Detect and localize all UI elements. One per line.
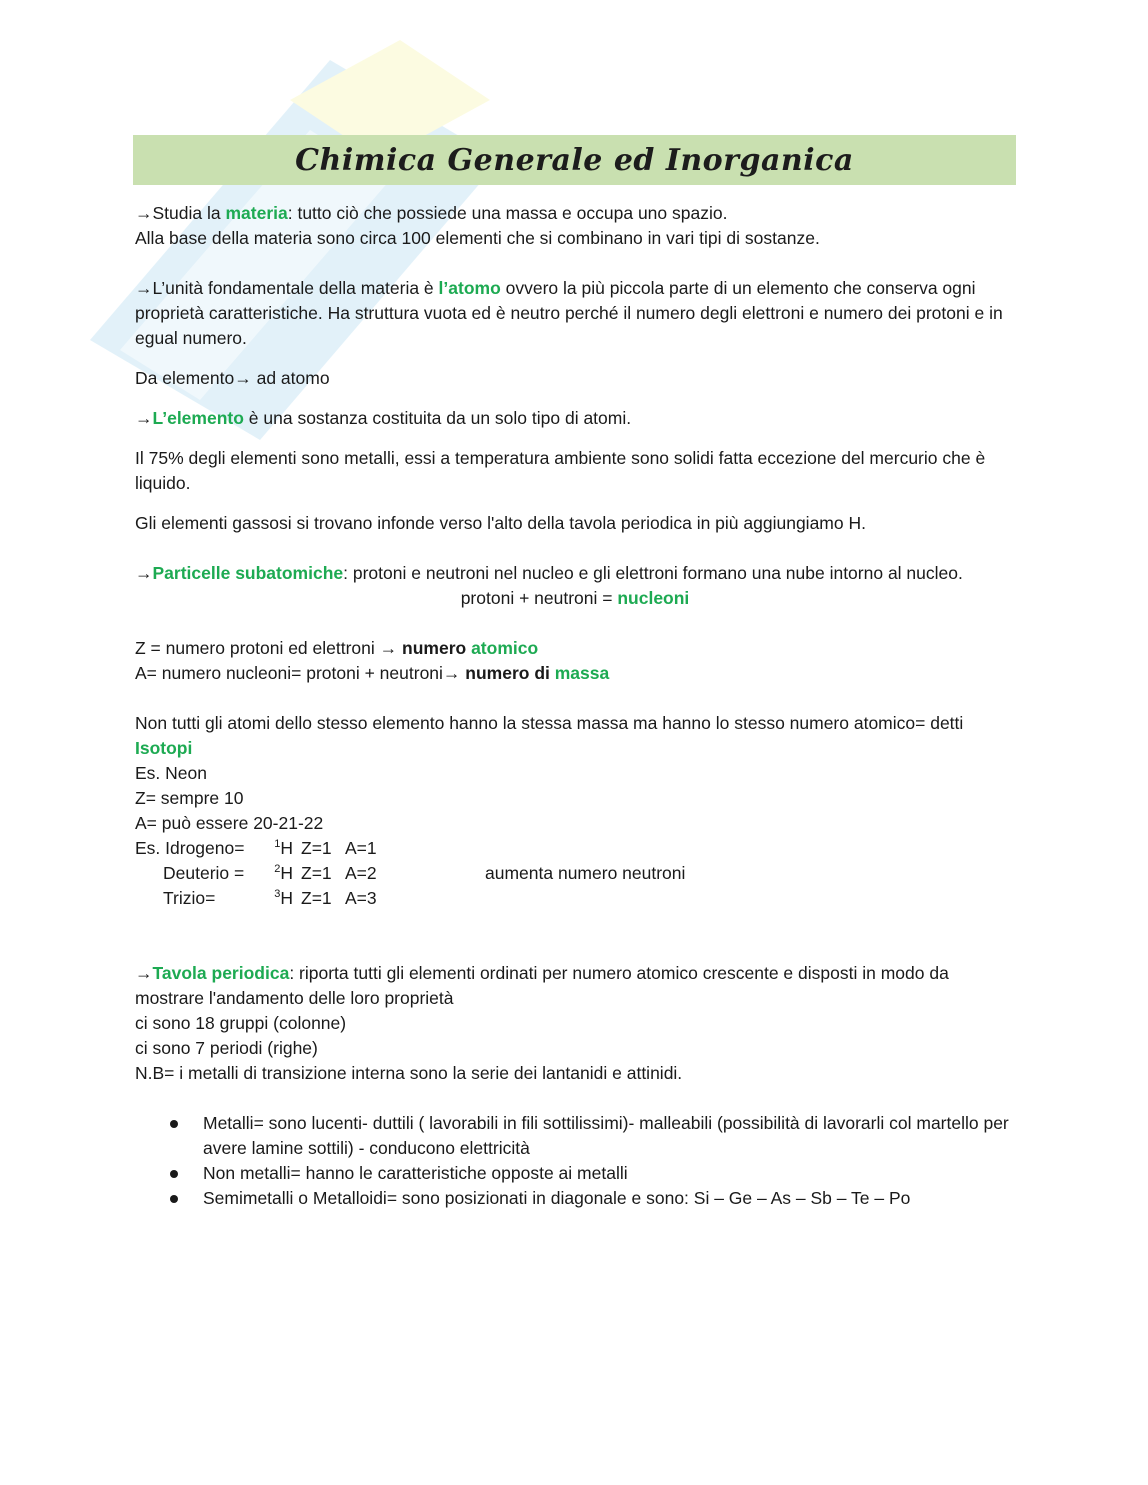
term-atomo: l’atomo: [438, 278, 501, 298]
formula-nucleoni: protoni + neutroni = nucleoni: [460, 588, 690, 608]
tavola-nb: N.B= i metalli di transizione interna sono la serie dei lantanidi e attinidi.: [135, 1063, 683, 1083]
neon-example: Es. Neon: [135, 763, 207, 783]
isotope-note: aumenta numero neutroni: [485, 863, 686, 883]
bullet-list: [135, 1111, 1015, 1211]
paragraph-elementi: Alla base della materia sono circa 100 elementi che si combinano in vari tipi di sostanze.: [135, 228, 820, 248]
paragraph-metalli: Il 75% degli elementi sono metalli, essi a temperatura ambiente sono solidi fatta eccezione del mercurio che è liquido.: [135, 448, 986, 493]
line-numero-atomico: Z = numero protoni ed elettroni → numero atomico: [135, 638, 539, 658]
term-tavola: Tavola periodica: [152, 963, 290, 983]
term-elemento: L’elemento: [152, 408, 244, 428]
term-particelle: Particelle subatomiche: [152, 563, 344, 583]
paragraph-elemento: →L’elemento è una sostanza costituita da un solo tipo di atomi.: [135, 408, 632, 428]
neon-a: A= può essere 20-21-22: [135, 813, 324, 833]
paragraph-isotopi: Non tutti gli atomi dello stesso elemento hanno la stessa massa ma hanno lo stesso numero atomico= detti Isotopi: [135, 713, 964, 758]
isotope-row-idrogeno: Es. Idrogeno= $^1$H Z=1 A=1: [135, 838, 377, 858]
tavola-periodi: ci sono 7 periodi (righe): [135, 1038, 318, 1058]
term-isotopi: Isotopi: [135, 738, 193, 758]
line-numero-massa: A= numero nucleoni= protoni + neutroni→ numero di massa: [135, 663, 610, 683]
document-title: Chimica Generale ed Inorganica: [295, 142, 854, 178]
list-item: Semimetalli o Metalloidi= sono posizionati in diagonale e sono: Si – Ge – As – Sb – Te – Po: [203, 1186, 1015, 1211]
isotope-row-deuterio: Deuterio = $^2$H Z=1 A=2 aumenta numero neutroni: [135, 861, 1015, 886]
paragraph-atomo: →L’unità fondamentale della materia è l’atomo ovvero la più piccola parte di un elemento che conserva ogni proprietà caratteristiche. Ha struttura vuota ed è neutro perché il numero degli elettroni e numero dei protoni e in egual numero.: [135, 278, 1003, 348]
title-banner: [133, 135, 1016, 185]
term-materia: materia: [225, 203, 288, 223]
paragraph-elemento-atomo: Da elemento→ ad atomo: [135, 368, 330, 388]
term-nucleoni: nucleoni: [617, 588, 690, 608]
paragraph-particelle: →Particelle subatomiche: protoni e neutroni nel nucleo e gli elettroni formano una nube intorno al nucleo.: [135, 563, 963, 583]
list-item: Non metalli= hanno le caratteristiche opposte ai metalli: [203, 1161, 1015, 1186]
tavola-gruppi: ci sono 18 gruppi (colonne): [135, 1013, 347, 1033]
isotope-row-trizio: Trizio= $^3$H Z=1 A=3: [163, 888, 377, 908]
paragraph-materia: →Studia la materia: tutto ciò che possiede una massa e occupa uno spazio.: [135, 203, 728, 223]
paragraph-gassosi: Gli elementi gassosi si trovano infonde verso l'alto della tavola periodica in più aggiungiamo H.: [135, 513, 866, 533]
document-body: [135, 201, 1015, 1211]
list-item: Metalli= sono lucenti- duttili ( lavorabili in fili sottilissimi)- malleabili (possibilità di lavorarli col martello per avere lamine sottili) - conducono elettricità: [203, 1111, 1015, 1161]
neon-z: Z= sempre 10: [135, 788, 244, 808]
paragraph-tavola: →Tavola periodica: riporta tutti gli elementi ordinati per numero atomico crescente e disposti in modo da mostrare l'andamento delle loro proprietà: [135, 963, 949, 1008]
